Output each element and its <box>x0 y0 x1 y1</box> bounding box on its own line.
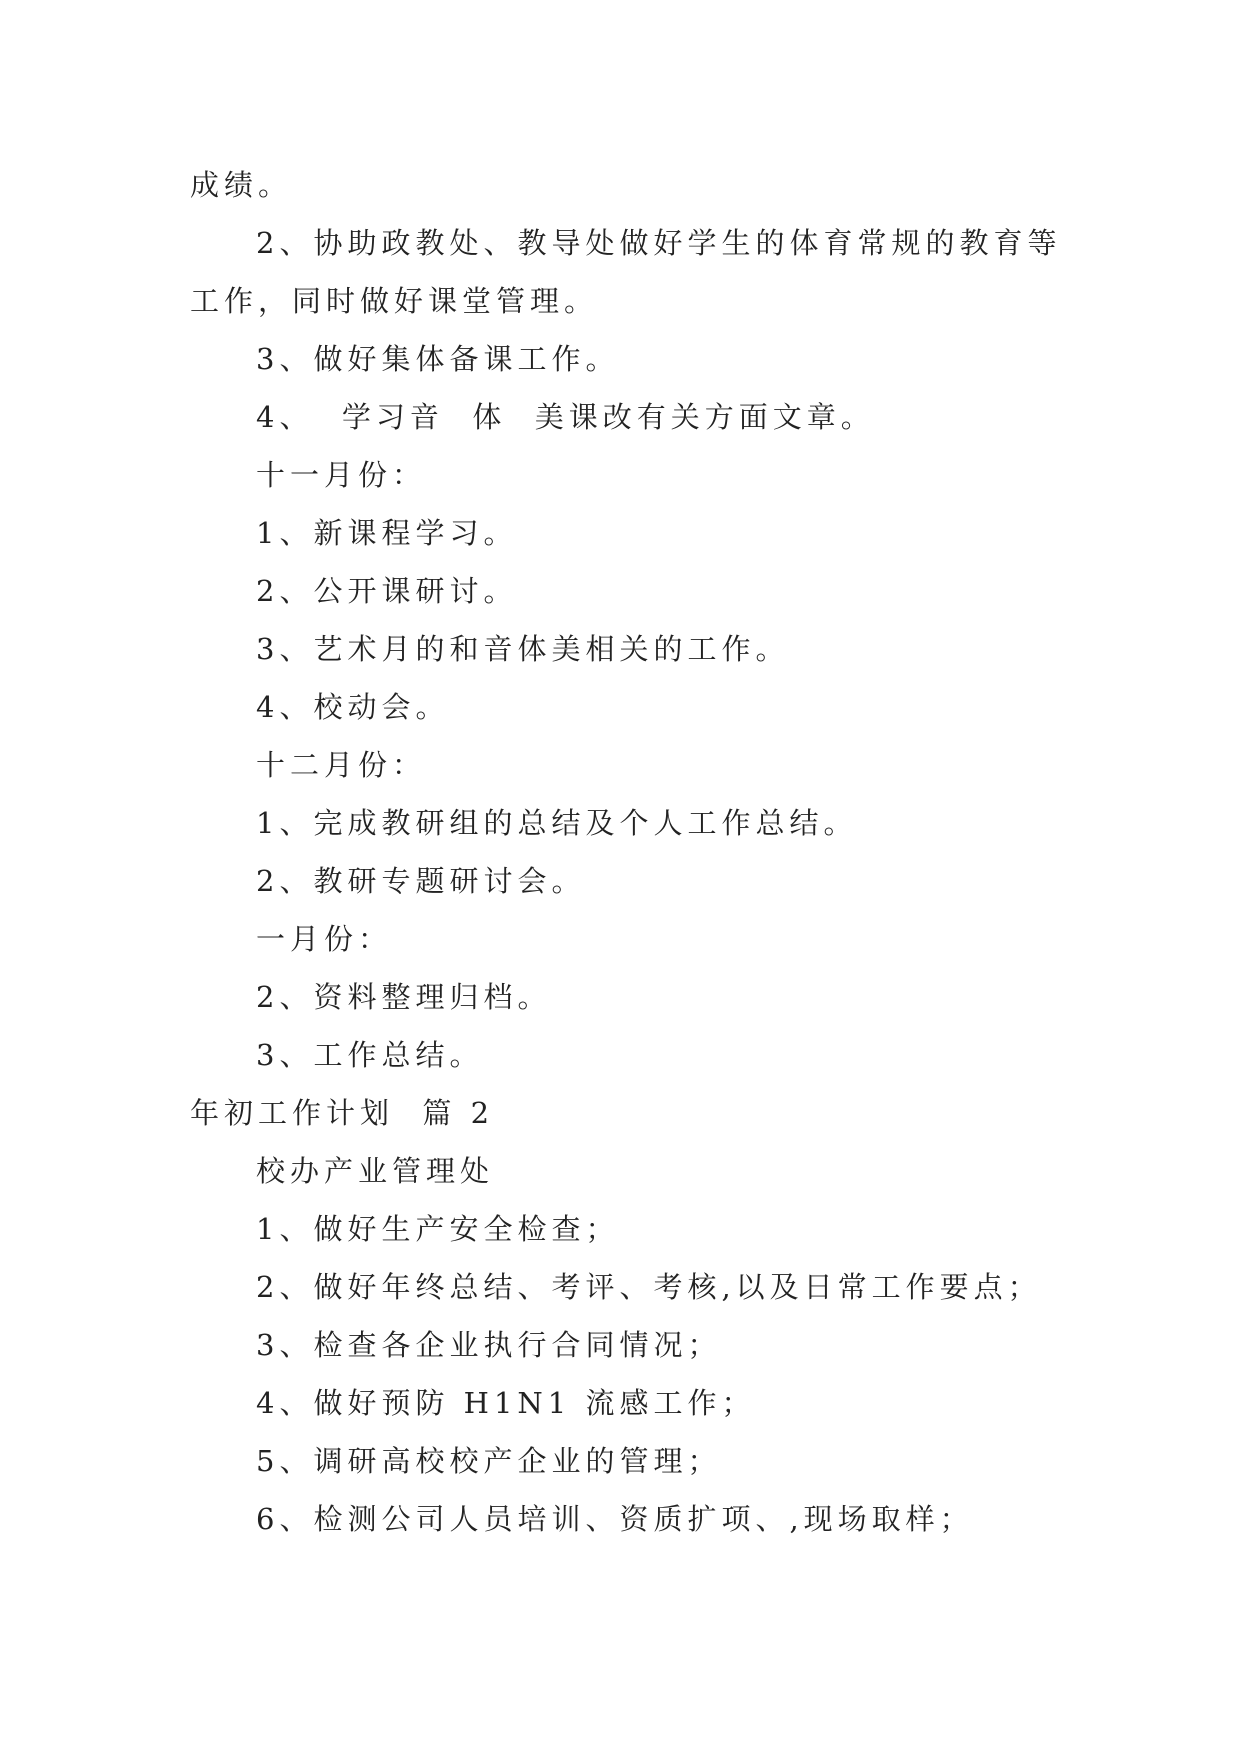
text-line: 3、做好集体备课工作。 <box>256 342 620 376</box>
text-line: 5、调研高校校产企业的管理； <box>256 1444 722 1478</box>
text-line: 3、工作总结。 <box>256 1038 484 1072</box>
text-line: 6、检测公司人员培训、资质扩项、,现场取样； <box>256 1502 974 1536</box>
text-line: 1、新课程学习。 <box>256 516 518 550</box>
text-line: 4、做好预防 H1N1 流感工作； <box>256 1386 756 1420</box>
text-line: 2、公开课研讨。 <box>256 574 518 608</box>
text-line: 2、做好年终总结、考评、考核,以及日常工作要点； <box>256 1270 1042 1304</box>
text-line: 1、做好生产安全检查； <box>256 1212 620 1246</box>
text-line: 工作，同时做好课堂管理。 <box>190 284 599 318</box>
text-line: 2、教研专题研讨会。 <box>256 864 586 898</box>
text-line: 2、协助政教处、教导处做好学生的体育常规的教育等 <box>256 226 1062 260</box>
section-heading: 一月份： <box>256 922 393 956</box>
section-heading: 十一月份： <box>256 458 427 492</box>
section-heading: 十二月份： <box>256 748 427 782</box>
section-heading: 校办产业管理处 <box>256 1154 495 1188</box>
text-line: 3、艺术月的和音体美相关的工作。 <box>256 632 790 666</box>
text-line: 3、检查各企业执行合同情况； <box>256 1328 722 1362</box>
text-line: 4、校动会。 <box>256 690 450 724</box>
text-line: 成绩。 <box>190 168 293 202</box>
text-line: 1、完成教研组的总结及个人工作总结。 <box>256 806 858 840</box>
text-line: 2、资料整理归档。 <box>256 980 552 1014</box>
document-title: 年初工作计划 篇 2 <box>190 1096 495 1130</box>
text-line: 4、 学习音 体 美课改有关方面文章。 <box>256 400 875 434</box>
